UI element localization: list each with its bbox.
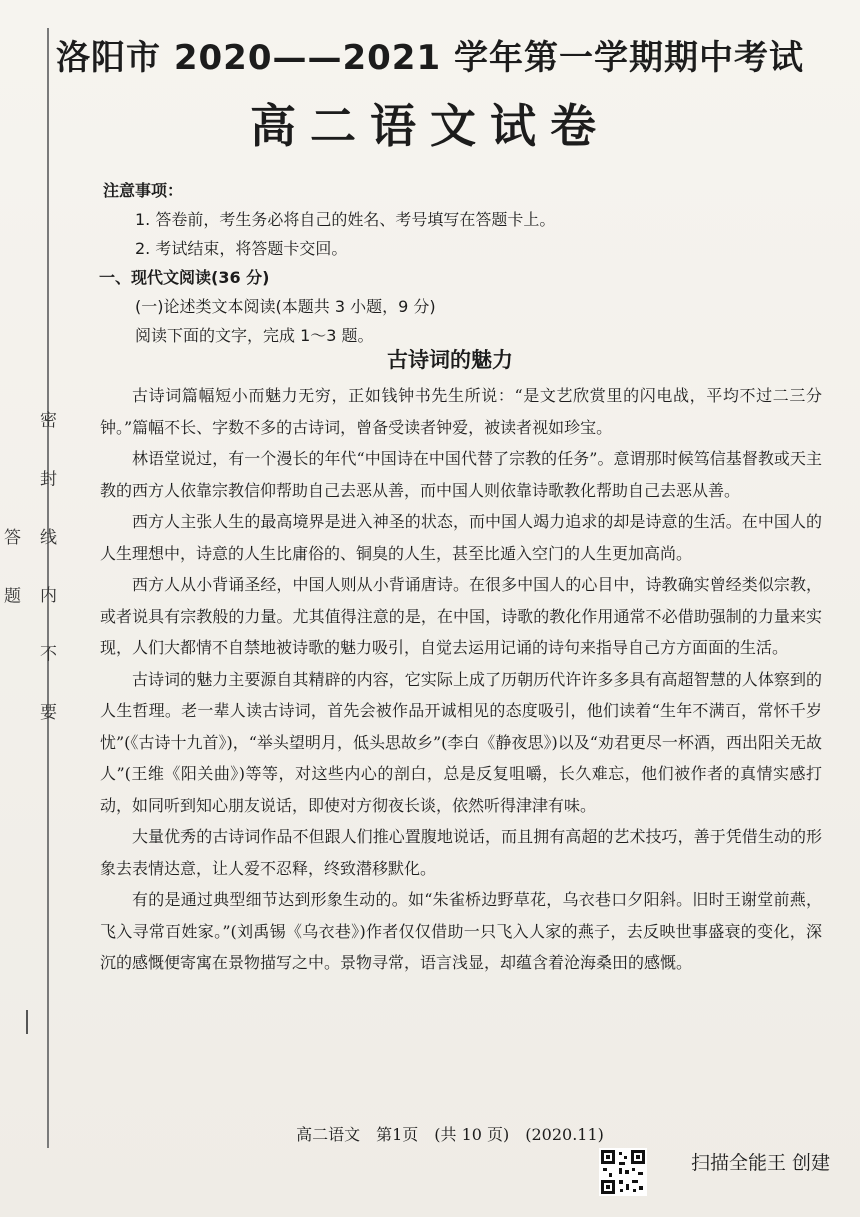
article-title: 古诗词的魅力 (387, 348, 513, 372)
notice-item: 1. 答卷前，考生务必将自己的姓名、考号填写在答题卡上。 (135, 210, 556, 229)
scanner-watermark: 扫描全能王 创建 (690, 1152, 830, 1174)
article-paragraph: 西方人从小背诵圣经，中国人则从小背诵唐诗。在很多中国人的心目中，诗教确实曾经类似宗教，或者说具有宗教般的力量。尤其值得注意的是，在中国，诗歌的教化作用通常不必借助强制的力量来实现，人们大都情不自禁地被诗歌的魅力吸引，自觉去运用记诵的诗句来指导自己方方面面的生活。 (100, 575, 822, 657)
exam-title: 洛阳市 2020——2021 学年第一学期期中考试 (56, 38, 804, 78)
article-paragraph: 林语堂说过，有一个漫长的年代“中国诗在中国代替了宗教的任务”。意谓那时候笃信基督教或天主教的西方人依靠宗教信仰帮助自己去恶从善，而中国人则依靠诗歌教化帮助自己去恶从善。 (100, 449, 822, 500)
reading-instruction: 阅读下面的文字，完成 1～3 题。 (135, 326, 374, 345)
paper-title: 高二语文试卷 (250, 99, 610, 153)
article-body (100, 380, 822, 979)
page-footer: 高二语文 第1页 (共 10 页) (2020.11) (296, 1125, 604, 1144)
section-heading: 一、现代文阅读(36 分) (99, 268, 270, 287)
qr-code-icon (599, 1148, 647, 1196)
seal-line-text: 密 封 线 内 不 要 答 题 (0, 411, 56, 739)
article-paragraph: 西方人主张人生的最高境界是进入神圣的状态，而中国人竭力追求的却是诗意的生活。在中国人的人生理想中，诗意的人生比庸俗的、铜臭的人生，甚至比遁入空门的人生更加高尚。 (100, 512, 822, 563)
article-paragraph: 有的是通过典型细节达到形象生动的。如“朱雀桥边野草花，乌衣巷口夕阳斜。旧时王谢堂前燕，飞入寻常百姓家。”(刘禹锡《乌衣巷》)作者仅仅借助一只飞入人家的燕子，去反映世事盛衰的变化，深沉的感慨便寄寓在景物描写之中。景物寻常，语言浅显，却蕴含着沧海桑田的感慨。 (100, 890, 822, 972)
subsection-heading: (一)论述类文本阅读(本题共 3 小题，9 分) (135, 297, 436, 316)
margin-tick (26, 1010, 28, 1034)
article-paragraph: 古诗词的魅力主要源自其精辟的内容，它实际上成了历朝历代许许多多具有高超智慧的人体察到的人生哲理。老一辈人读古诗词，首先会被作品开诚相见的态度吸引，他们读着“生年不满百，常怀千岁忧”(《古诗十九首》)，“举头望明月，低头思故乡”(李白《静夜思》)以及“劝君更尽一杯酒，西出阳关无故人”(王维《阳关曲》)等等，对这些内心的剖白，总是反复咀嚼，长久难忘，他们被作者的真情实感打动，如同听到知心朋友说话，即使对方彻夜长谈，依然听得津津有味。 (100, 669, 822, 815)
notice-item: 2. 考试结束，将答题卡交回。 (135, 239, 348, 258)
notice-section (99, 176, 823, 350)
notice-heading: 注意事项： (103, 181, 184, 200)
article-paragraph: 大量优秀的古诗词作品不但跟人们推心置腹地说话，而且拥有高超的艺术技巧，善于凭借生动的形象去表情达意，让人爱不忍释，终致潜移默化。 (100, 827, 822, 878)
article-paragraph: 古诗词篇幅短小而魅力无穷，正如钱钟书先生所说：“是文艺欣赏里的闪电战，平均不过二三分钟。”篇幅不长、字数不多的古诗词，曾备受读者钟爱，被读者视如珍宝。 (100, 386, 822, 437)
